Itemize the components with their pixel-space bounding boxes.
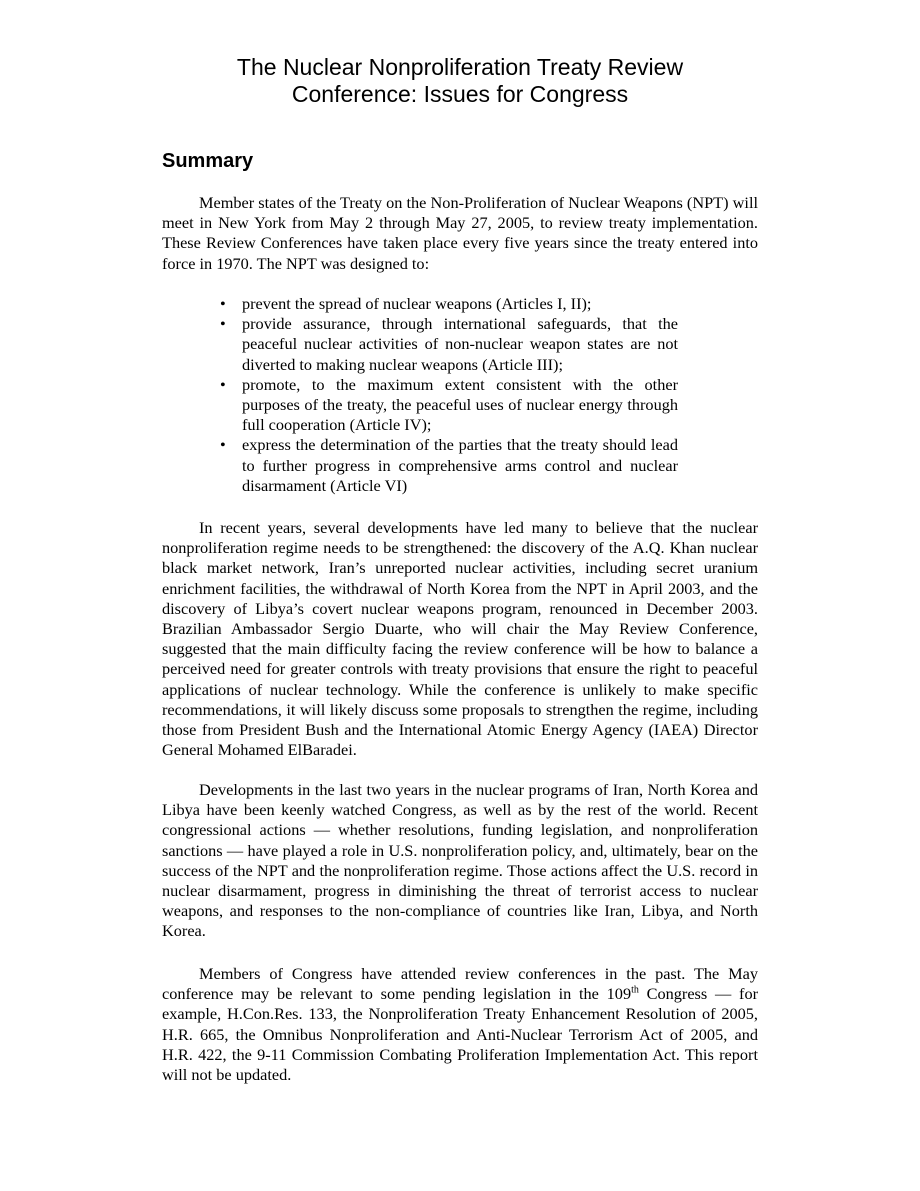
paragraph-intro: Member states of the Treaty on the Non-Proliferation of Nuclear Weapons (NPT) will meet in New York from May 2 through May 27, 2005, to review treaty implementation. These Review Conferences have taken place every five years since the treaty entered into force in 1970. The NPT was designed to: bbox=[162, 193, 758, 273]
npt-goals-list bbox=[217, 294, 678, 496]
ordinal-superscript: th bbox=[631, 984, 639, 996]
paragraph-text-part-2: Congress — for example, H.Con.Res. 133, the Nonproliferation Treaty Enhancement Resolution of 2005, H.R. 665, the Omnibus Nonproliferation and Anti-Nuclear Terrorism Act of 2005, and H.R. 422, the 9-11 Commission Combating Proliferation Implementation Act. This report will not be updated. bbox=[162, 984, 759, 1085]
list-item: • prevent the spread of nuclear weapons (Articles I, II); bbox=[217, 294, 678, 314]
paragraph-pending-legislation bbox=[162, 964, 758, 1085]
title-line-2: Conference: Issues for Congress bbox=[291, 81, 629, 107]
paragraph-text-part-1: Members of Congress have attended review conferences in the past. The May conference may be relevant to some pending legislation in the 109 bbox=[162, 964, 758, 1004]
document-page bbox=[162, 54, 759, 1085]
document-title bbox=[162, 54, 758, 108]
list-item: • provide assurance, through international safeguards, that the peaceful nuclear activities of non-nuclear weapon states are not diverted to making nuclear weapons (Article III); bbox=[217, 314, 678, 375]
title-line-1: The Nuclear Nonproliferation Treaty Review bbox=[236, 54, 684, 80]
paragraph-congressional-actions: Developments in the last two years in the nuclear programs of Iran, North Korea and Libya have been keenly watched Congress, as well as by the rest of the world. Recent congressional actions — whether resolutions, funding legislation, and nonproliferation sanctions — have played a role in U.S. nonproliferation policy, and, ultimately, bear on the success of the NPT and the nonproliferation regime. Those actions affect the U.S. record in nuclear disarmament, progress in diminishing the threat of terrorist access to nuclear weapons, and responses to the non-compliance of countries like Iran, Libya, and North Korea. bbox=[162, 780, 758, 941]
list-item: • express the determination of the parties that the treaty should lead to further progress in comprehensive arms control and nuclear disarmament (Article VI) bbox=[217, 435, 678, 496]
section-heading-summary: Summary bbox=[162, 150, 254, 172]
paragraph-recent-developments: In recent years, several developments have led many to believe that the nuclear nonproliferation regime needs to be strengthened: the discovery of the A.Q. Khan nuclear black market network, Iran’s unreported nuclear activities, including secret uranium enrichment facilities, the withdrawal of North Korea from the NPT in April 2003, and the discovery of Libya’s covert nuclear weapons program, renounced in December 2003. Brazilian Ambassador Sergio Duarte, who will chair the May Review Conference, suggested that the main difficulty facing the review conference will be how to balance a perceived need for greater controls with treaty provisions that ensure the right to peaceful applications of nuclear technology. While the conference is unlikely to make specific recommendations, it will likely discuss some proposals to strengthen the regime, including those from President Bush and the International Atomic Energy Agency (IAEA) Director General Mohamed ElBaradei. bbox=[162, 518, 758, 760]
list-item: • promote, to the maximum extent consistent with the other purposes of the treaty, the peaceful uses of nuclear energy through full cooperation (Article IV); bbox=[217, 375, 678, 436]
